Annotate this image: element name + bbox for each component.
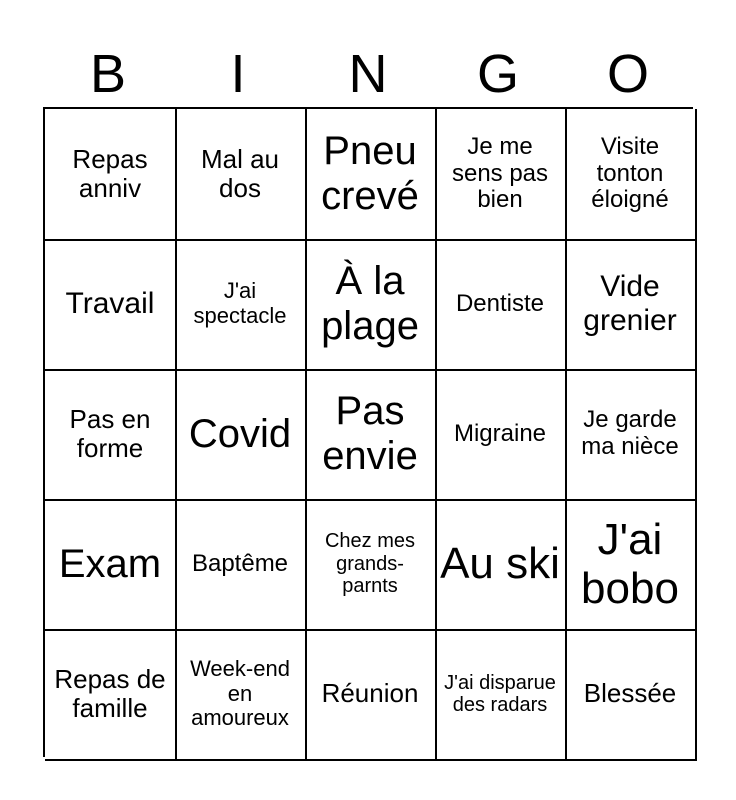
bingo-cell[interactable] (565, 369, 697, 501)
bingo-cell[interactable] (435, 239, 567, 371)
bingo-header (43, 40, 693, 108)
bingo-cell[interactable] (565, 629, 697, 761)
bingo-cell[interactable] (435, 109, 567, 241)
bingo-cell[interactable] (565, 109, 697, 241)
bingo-cell[interactable] (175, 239, 307, 371)
bingo-cell[interactable] (175, 369, 307, 501)
bingo-cell[interactable] (565, 499, 697, 631)
bingo-cell[interactable] (45, 499, 177, 631)
cell-label: Blessée (583, 678, 677, 709)
header-letter-n: N (348, 44, 388, 104)
cell-label: Pas envie (322, 389, 418, 478)
bingo-cell[interactable] (435, 369, 567, 501)
cell-label: Baptême (191, 549, 289, 577)
header-letter-o: O (606, 44, 649, 104)
cell-label: Je me sens pas bien (451, 132, 549, 214)
header-letter-g: G (476, 44, 519, 104)
cell-label: Week-end en amoureux (190, 656, 290, 731)
cell-label: Travail (65, 287, 155, 321)
cell-label: Vide grenier (583, 270, 677, 337)
bingo-cell[interactable] (45, 369, 177, 501)
cell-label: Chez mes grands-parnts (324, 530, 416, 598)
bingo-cell[interactable] (305, 369, 437, 501)
cell-label: J'ai bobo (581, 514, 679, 613)
cell-label: Pneu crevé (321, 129, 419, 218)
cell-label: Réunion (321, 678, 419, 709)
cell-label: J'ai spectacle (193, 278, 287, 328)
header-letter-b: B (89, 44, 127, 104)
bingo-cell[interactable] (565, 239, 697, 371)
cell-label: Covid (188, 411, 292, 456)
cell-label: À la plage (321, 259, 419, 348)
cell-label: Exam (58, 541, 162, 586)
bingo-cell[interactable] (175, 629, 307, 761)
bingo-cell[interactable] (175, 109, 307, 241)
cell-label: Dentiste (455, 289, 545, 317)
bingo-cell[interactable] (305, 109, 437, 241)
bingo-cell[interactable] (45, 109, 177, 241)
bingo-cell[interactable] (45, 239, 177, 371)
header-letter-i: I (230, 44, 246, 104)
bingo-cell[interactable] (45, 629, 177, 761)
cell-label: J'ai disparue des radars (444, 671, 556, 716)
bingo-card (43, 107, 693, 757)
bingo-cell[interactable] (305, 239, 437, 371)
bingo-cell[interactable] (435, 499, 567, 631)
cell-label: Repas de famille (54, 663, 166, 723)
bingo-cell[interactable] (305, 629, 437, 761)
bingo-cell[interactable] (175, 499, 307, 631)
cell-label: Repas anniv (72, 143, 148, 203)
cell-label: Pas en forme (69, 403, 151, 463)
bingo-cell[interactable] (435, 629, 567, 761)
cell-label: Migraine (453, 419, 547, 447)
cell-label: Je garde ma nièce (581, 406, 679, 460)
cell-label: Mal au dos (200, 143, 280, 203)
cell-label: Visite tonton éloigné (591, 132, 669, 214)
bingo-cell[interactable] (305, 499, 437, 631)
cell-label: Au ski (440, 539, 560, 589)
